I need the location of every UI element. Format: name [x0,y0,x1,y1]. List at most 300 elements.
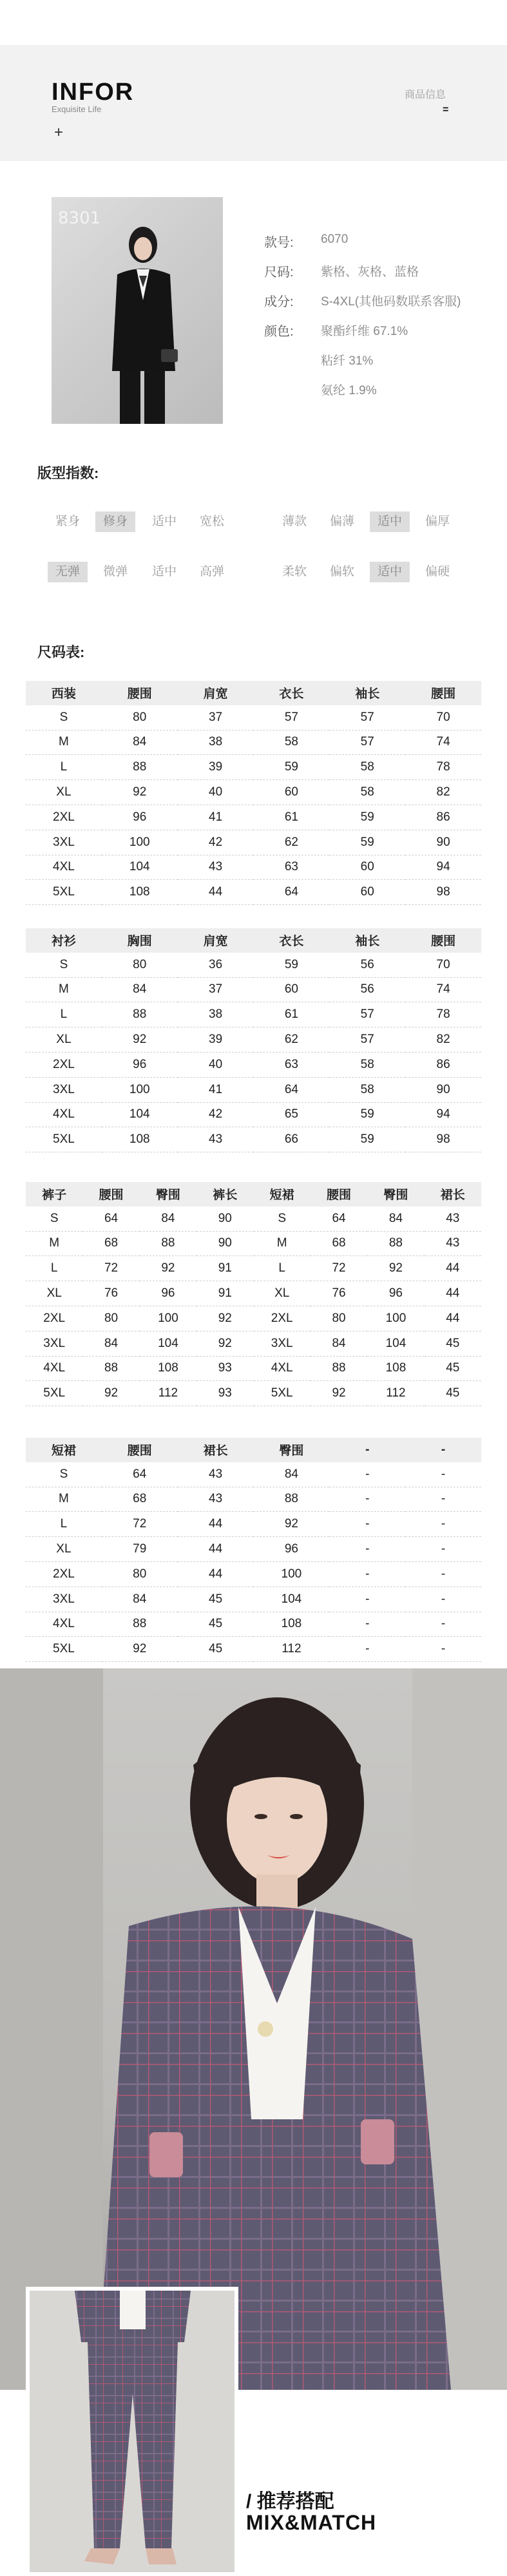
table-cell: 64 [102,1462,178,1487]
table-row [26,1102,481,1127]
column-header: 肩宽 [178,681,254,705]
table-cell: 61 [253,805,329,830]
table-row [26,1027,481,1053]
table-cell: 57 [253,705,329,730]
table-cell: XL [26,780,102,805]
table-cell: 58 [329,780,405,805]
table-cell: 92 [82,1381,139,1406]
table-cell: 44 [425,1306,481,1331]
table-cell: 78 [405,755,481,780]
size-table [26,1438,481,1662]
spec-label: 颜色: [264,325,294,339]
table-row [26,805,481,830]
table-cell: 76 [311,1281,367,1306]
model-illustration [0,1668,507,2390]
column-header: 裙长 [425,1182,481,1207]
table-cell: 45 [425,1381,481,1406]
table-cell: 44 [178,880,254,905]
table-cell: 80 [102,1561,178,1587]
table-cell: 63 [253,855,329,880]
table-cell: 80 [102,705,178,730]
table-row [26,977,481,1002]
table-cell: 91 [196,1256,253,1281]
table-cell: 61 [253,1002,329,1027]
table-cell: 5XL [254,1381,311,1406]
table-cell: 88 [82,1356,139,1381]
table-cell: 100 [102,1077,178,1102]
table-cell: 44 [178,1561,254,1587]
fit-option: 偏薄 [329,515,354,528]
table-row [26,1306,481,1331]
column-header: - [405,1438,481,1462]
table-cell: 104 [140,1331,196,1356]
column-header: 腰围 [405,681,481,705]
table-cell: 45 [178,1587,254,1612]
table-row [26,705,481,730]
column-header: 衬衫 [26,928,102,953]
table-cell: 57 [329,705,405,730]
column-header: 短裙 [254,1182,311,1207]
table-cell: 56 [329,953,405,977]
plus-icon: + [54,124,64,141]
table-cell: 70 [405,705,481,730]
table-row [26,855,481,880]
table-cell: 80 [82,1306,139,1331]
table-cell: 88 [102,755,178,780]
photo-tag: 8301 [58,209,101,228]
table-cell: 68 [82,1231,139,1256]
table-cell: 59 [253,953,329,977]
table-cell: 100 [367,1306,424,1331]
column-header: 裙长 [178,1438,254,1462]
equals-icon: = [443,104,449,115]
table-cell: 84 [140,1207,196,1231]
table-cell: - [405,1537,481,1562]
table-row [26,1256,481,1281]
table-cell: 112 [253,1637,329,1662]
table-row [26,1356,481,1381]
table-cell: - [405,1512,481,1537]
table-cell: 72 [82,1256,139,1281]
table-cell: 60 [329,855,405,880]
table-cell: 4XL [26,855,102,880]
spec-value: 紫格、灰格、蓝格 [321,265,419,279]
table-cell: - [329,1512,405,1537]
table-cell: 68 [311,1231,367,1256]
table-cell: 38 [178,1002,254,1027]
table-row [26,1487,481,1512]
table-cell: 44 [178,1537,254,1562]
spec-value: S-4XL(其他码数联系客服) [321,295,461,309]
table-cell: M [26,730,102,755]
fit-option: 修身 [95,511,135,532]
table-cell: M [26,1231,82,1256]
spec-label: 款号: [264,236,294,250]
table-cell: - [329,1537,405,1562]
brand-subtitle: Exquisite Life [52,104,102,114]
fit-option: 偏硬 [425,565,450,578]
table-cell: 108 [253,1612,329,1637]
spec-label: 尺码: [264,265,294,280]
table-row [26,1462,481,1487]
fit-option: 高弹 [199,565,224,578]
table-cell: 92 [367,1256,424,1281]
table-cell: 92 [102,1027,178,1053]
table-cell: 70 [405,953,481,977]
table-cell: 84 [102,977,178,1002]
column-header: 裤长 [196,1182,253,1207]
table-cell: S [26,1207,82,1231]
table-cell: - [405,1587,481,1612]
table-cell: 64 [253,880,329,905]
table-cell: 64 [253,1077,329,1102]
model-photo-inset [26,2287,238,2576]
column-header: 西装 [26,681,102,705]
table-row [26,1052,481,1077]
table-cell: - [329,1462,405,1487]
table-cell: 43 [425,1231,481,1256]
fit-option: 紧身 [55,515,80,528]
table-row [26,953,481,977]
table-cell: 92 [311,1381,367,1406]
table-cell: 42 [178,1102,254,1127]
size-table [26,928,481,1152]
table-cell: 44 [425,1281,481,1306]
column-header: 腰围 [82,1182,139,1207]
table-cell: XL [254,1281,311,1306]
column-header: 胸围 [102,928,178,953]
table-row [26,1561,481,1587]
spec-value: 粘纤 31% [321,354,374,368]
table-cell: 90 [405,830,481,855]
table-cell: 92 [102,1637,178,1662]
column-header: 臀围 [253,1438,329,1462]
trousers-illustration [30,2291,234,2572]
table-cell: 84 [102,730,178,755]
table-cell: 59 [253,755,329,780]
table-cell: - [405,1487,481,1512]
table-cell: 3XL [26,1077,102,1102]
table-cell: 82 [405,780,481,805]
table-cell: 88 [253,1487,329,1512]
column-header: - [329,1438,405,1462]
table-cell: XL [26,1537,102,1562]
table-cell: M [254,1231,311,1256]
model-figure [103,223,180,424]
table-cell: - [405,1462,481,1487]
table-cell: 92 [196,1331,253,1356]
column-header: 腰围 [311,1182,367,1207]
table-row [26,1077,481,1102]
fit-option: 适中 [370,562,410,582]
table-cell: 84 [311,1331,367,1356]
table-cell: 104 [367,1331,424,1356]
table-cell: 58 [329,755,405,780]
model-photo-large [0,1668,507,2390]
table-row [26,830,481,855]
fit-option: 无弹 [48,562,88,582]
table-cell: 88 [102,1002,178,1027]
column-header: 臀围 [140,1182,196,1207]
table-cell: 94 [405,1102,481,1127]
table-cell: M [26,1487,102,1512]
table-row [26,1537,481,1562]
table-cell: 43 [178,1462,254,1487]
table-header-row [26,928,481,953]
table-cell: S [26,1462,102,1487]
table-cell: M [26,977,102,1002]
table-row [26,1612,481,1637]
table-cell: 86 [405,805,481,830]
fit-option: 偏厚 [425,515,450,528]
table-row [26,730,481,755]
table-row [26,755,481,780]
spec-value: 6070 [321,233,349,246]
table-cell: 98 [405,880,481,905]
product-photo [52,197,223,424]
table-cell: 45 [425,1356,481,1381]
table-cell: 96 [140,1281,196,1306]
table-cell: 59 [329,1102,405,1127]
column-header: 腰围 [102,681,178,705]
fit-option: 适中 [151,515,177,528]
table-cell: 44 [178,1512,254,1537]
table-cell: 92 [253,1512,329,1537]
table-cell: 82 [405,1027,481,1053]
table-cell: L [26,1002,102,1027]
table-cell: 60 [329,880,405,905]
table-cell: 72 [311,1256,367,1281]
column-header: 衣长 [253,681,329,705]
table-cell: 104 [102,1102,178,1127]
table-cell: 45 [178,1637,254,1662]
table-cell: 45 [425,1331,481,1356]
fit-option: 偏软 [329,565,354,578]
table-header-row [26,1438,481,1462]
table-cell: 62 [253,1027,329,1053]
column-header: 肩宽 [178,928,254,953]
table-cell: 58 [329,1077,405,1102]
table-cell: 100 [140,1306,196,1331]
table-cell: 88 [102,1612,178,1637]
table-cell: 3XL [254,1331,311,1356]
column-header: 腰围 [405,928,481,953]
table-row [26,1587,481,1612]
mix-title-cn: / 推荐搭配 [246,2491,334,2512]
table-cell: 4XL [26,1612,102,1637]
table-cell: L [26,1256,82,1281]
size-chart-title: 尺码表: [37,644,85,660]
header-band [0,45,507,161]
table-cell: 92 [196,1306,253,1331]
table-cell: 2XL [26,1306,82,1331]
table-row [26,1231,481,1256]
column-header: 袖长 [329,928,405,953]
table-cell: XL [26,1281,82,1306]
table-cell: 96 [367,1281,424,1306]
table-cell: 39 [178,755,254,780]
table-row [26,1637,481,1662]
table-row [26,1002,481,1027]
table-cell: 68 [102,1487,178,1512]
table-cell: 57 [329,1002,405,1027]
table-cell: 100 [102,830,178,855]
table-cell: 37 [178,705,254,730]
table-cell: 42 [178,830,254,855]
table-cell: 43 [178,855,254,880]
table-cell: S [26,705,102,730]
table-cell: 76 [82,1281,139,1306]
table-row [26,1207,481,1231]
table-cell: L [26,755,102,780]
table-cell: 64 [82,1207,139,1231]
table-cell: 45 [178,1612,254,1637]
mix-title-en: MIX&MATCH [246,2511,377,2534]
table-cell: 88 [140,1231,196,1256]
table-cell: 104 [253,1587,329,1612]
table-cell: 4XL [254,1356,311,1381]
table-cell: 2XL [254,1306,311,1331]
table-cell: 36 [178,953,254,977]
table-cell: 94 [405,855,481,880]
table-row [26,1127,481,1152]
spec-value: 氨纶 1.9% [321,384,377,397]
fit-option: 薄款 [282,515,307,528]
table-cell: 78 [405,1002,481,1027]
table-cell: 40 [178,780,254,805]
table-cell: 96 [102,805,178,830]
table-row [26,1381,481,1406]
table-cell: 3XL [26,830,102,855]
table-cell: 63 [253,1052,329,1077]
table-cell: 98 [405,1127,481,1152]
table-cell: 84 [102,1587,178,1612]
table-cell: 108 [367,1356,424,1381]
table-cell: 59 [329,830,405,855]
fit-index-title: 版型指数: [37,465,99,481]
column-header: 裤子 [26,1182,82,1207]
table-cell: 86 [405,1052,481,1077]
table-row [26,780,481,805]
table-cell: 91 [196,1281,253,1306]
table-cell: 90 [196,1207,253,1231]
spec-label: 成分: [264,295,294,309]
column-header: 袖长 [329,681,405,705]
table-cell: 104 [102,855,178,880]
table-cell: 93 [196,1381,253,1406]
table-cell: 57 [329,730,405,755]
table-row [26,1512,481,1537]
table-cell: - [329,1587,405,1612]
table-cell: 112 [367,1381,424,1406]
table-cell: 56 [329,977,405,1002]
fit-option: 宽松 [199,515,224,528]
table-row [26,1331,481,1356]
table-cell: 84 [367,1207,424,1231]
product-info-label: 商品信息 [405,90,446,100]
table-cell: 88 [367,1231,424,1256]
table-cell: 3XL [26,1587,102,1612]
table-cell: 59 [329,1127,405,1152]
fit-option: 微弹 [102,565,128,578]
table-cell: 112 [140,1381,196,1406]
table-cell: 92 [102,780,178,805]
table-cell: - [405,1637,481,1662]
table-cell: 3XL [26,1331,82,1356]
table-cell: 37 [178,977,254,1002]
table-cell: 79 [102,1537,178,1562]
table-cell: 5XL [26,1381,82,1406]
table-cell: 39 [178,1027,254,1053]
table-cell: - [405,1612,481,1637]
table-row [26,880,481,905]
table-cell: 41 [178,1077,254,1102]
table-cell: 5XL [26,1637,102,1662]
table-cell: - [329,1487,405,1512]
table-cell: 80 [102,953,178,977]
table-header-row [26,1182,481,1207]
table-cell: 2XL [26,1561,102,1587]
table-cell: 57 [329,1027,405,1053]
table-cell: - [405,1561,481,1587]
table-cell: 100 [253,1561,329,1587]
table-cell: 40 [178,1052,254,1077]
fit-option: 适中 [151,565,177,578]
table-cell: 2XL [26,1052,102,1077]
table-cell: - [329,1637,405,1662]
table-cell: 38 [178,730,254,755]
table-cell: - [329,1612,405,1637]
table-cell: 66 [253,1127,329,1152]
table-cell: 2XL [26,805,102,830]
table-cell: 58 [329,1052,405,1077]
table-cell: 43 [425,1207,481,1231]
table-cell: 5XL [26,1127,102,1152]
table-cell: L [26,1512,102,1537]
table-cell: 4XL [26,1102,102,1127]
table-cell: 90 [405,1077,481,1102]
table-cell: 41 [178,805,254,830]
table-cell: 5XL [26,880,102,905]
table-cell: 58 [253,730,329,755]
table-cell: 72 [102,1512,178,1537]
table-cell: 44 [425,1256,481,1281]
table-cell: 108 [102,880,178,905]
table-cell: S [254,1207,311,1231]
table-cell: 84 [82,1331,139,1356]
table-cell: 74 [405,977,481,1002]
table-cell: 62 [253,830,329,855]
table-cell: XL [26,1027,102,1053]
table-cell: 93 [196,1356,253,1381]
spec-value: 聚酯纤维 67.1% [321,325,408,338]
table-cell: 4XL [26,1356,82,1381]
table-cell: 60 [253,780,329,805]
table-cell: 43 [178,1127,254,1152]
table-cell: S [26,953,102,977]
column-header: 臀围 [367,1182,424,1207]
column-header: 短裙 [26,1438,102,1462]
table-cell: 64 [311,1207,367,1231]
size-table [26,681,481,905]
table-cell: 84 [253,1462,329,1487]
table-cell: - [329,1561,405,1587]
table-cell: 90 [196,1231,253,1256]
brand-logo: INFOR [52,79,135,106]
table-cell: 43 [178,1487,254,1512]
table-cell: 60 [253,977,329,1002]
table-cell: 65 [253,1102,329,1127]
